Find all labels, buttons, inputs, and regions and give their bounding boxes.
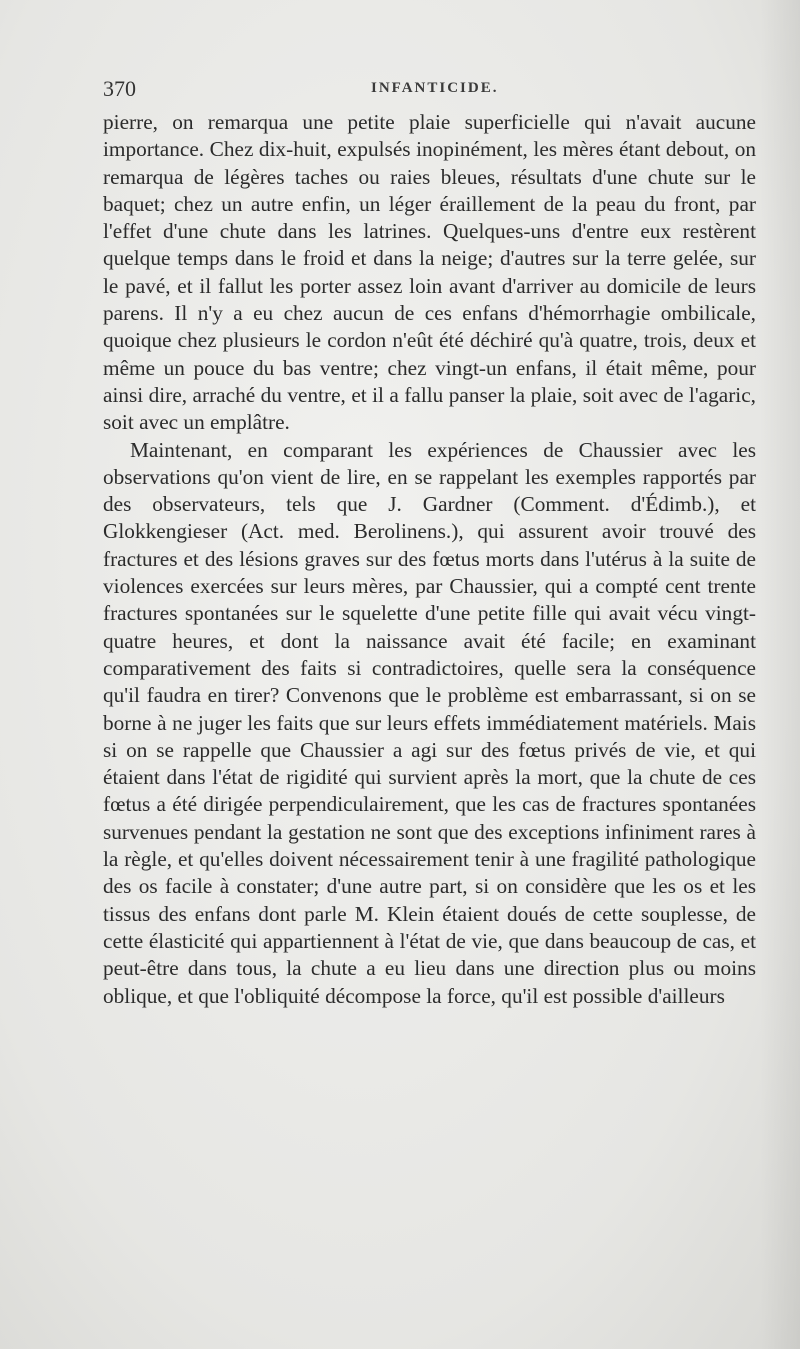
paragraph-2: Maintenant, en comparant les expériences de Chaussier avec les observations qu'on vient de lire, en se rappelant les exemples rapportés par des observateurs, tels que J. Gardner (Comment. d'Édimb.), et Glokkengieser (Act. med. Berolinens.), qui assurent avoir trouvé des fractures et des lésions graves sur des fœtus morts dans l'utérus à la suite de violences exercées sur leurs mères, par Chaussier, qui a compté cent trente fractures spontanées sur le squelette d'une petite fille qui avait vécu vingt-quatre heures, et dont la naissance avait été facile; en examinant comparativement des faits si contradictoires, quelle sera la conséquence qu'il faudra en tirer? Convenons que le problème est embarrassant, si on se borne à ne juger les faits que sur leurs effets immédiatement matériels. Mais si on se rappelle que Chaussier a agi sur des fœtus privés de vie, et qui étaient dans l'état de rigidité qui survient après la mort, que la chute de ces fœtus a été dirigée perpendiculairement, que les cas de fractures spontanées survenues pendant la gestation ne sont que des exceptions infiniment rares à la règle, et qu'elles doivent nécessairement tenir à une fragilité pathologique des os facile à constater; d'une autre part, si on considère que les os et les tissus des enfans dont parle M. Klein étaient doués de cette souplesse, de cette élasticité qui appartiennent à l'état de vie, que dans beaucoup de cas, et peut-être dans tous, la chute a eu lieu dans une direction plus ou moins oblique, et que l'obliquité décompose la force, qu'il est possible d'ailleurs bbox=[103, 437, 756, 1008]
running-head: INFANTICIDE. bbox=[371, 80, 499, 96]
page-header bbox=[103, 76, 768, 106]
paragraph-1: pierre, on remarqua une petite plaie superficielle qui n'avait aucune importance. Chez dix-huit, expulsés inopinément, les mères étant debout, on remarqua de légères taches ou raies bleues, résultats d'une chute sur le baquet; chez un autre enfin, un léger éraillement de la peau du front, par l'effet d'une chute dans les latrines. Quelques-uns d'entre eux restèrent quelque temps dans le froid et dans la neige; d'autres sur la terre gelée, sur le pavé, et il fallut les porter assez loin avant d'arriver au domicile de leurs parens. Il n'y a eu chez aucun de ces enfans d'hémorrhagie ombilicale, quoique chez plusieurs le cordon n'eût été déchiré qu'à quatre, trois, deux et même un pouce du bas ventre; chez vingt-un enfans, il était même, pour ainsi dire, arraché du ventre, et il a fallu panser la plaie, soit avec de l'agaric, soit avec un emplâtre. bbox=[103, 110, 756, 435]
page-number: 370 bbox=[103, 76, 136, 101]
body-text bbox=[103, 109, 756, 1010]
